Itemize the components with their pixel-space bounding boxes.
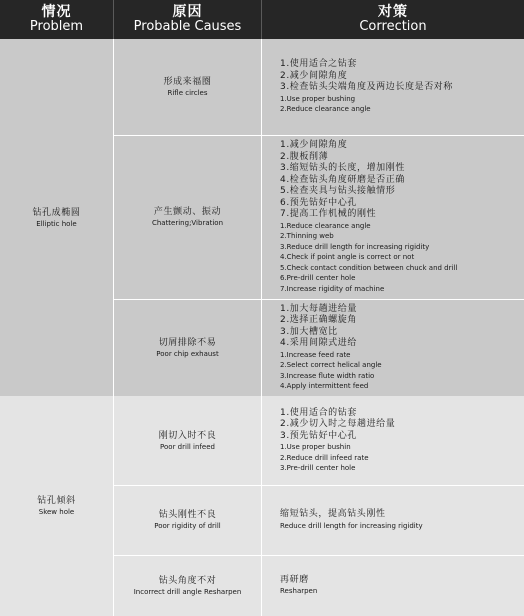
problem-group-elliptic-hole <box>0 39 524 396</box>
cause-label-en: Poor rigidity of drill <box>154 522 221 530</box>
correction-cell <box>280 135 520 299</box>
correction-zh: 3.缩短钻头的长度，增加刚性 <box>280 163 405 173</box>
correction-en: 4.Check if point angle is correct or not <box>280 253 415 261</box>
correction-zh: 再研磨 <box>280 574 309 585</box>
table-row <box>114 299 524 396</box>
cause-label-en: Poor chip exhaust <box>156 349 219 358</box>
header-correction <box>262 0 524 39</box>
header-problem <box>0 0 113 39</box>
correction-zh: 3.检查钻头尖端角度及两边长度是否对称 <box>280 82 453 93</box>
cause-label-zh: 切屑排除不易 <box>158 337 217 348</box>
header-correction-zh: 对策 <box>378 4 408 21</box>
correction-cell <box>280 299 520 396</box>
correction-zh: 2.腹板削薄 <box>280 151 329 162</box>
header-correction-en: Correction <box>359 19 427 35</box>
correction-zh: 1.使用适合的钻套 <box>280 407 357 418</box>
correction-en: 6.Pre-drill center hole <box>280 274 356 282</box>
correction-cell <box>280 555 520 616</box>
correction-zh: 5.检查夹具与钻头接触情形 <box>280 186 396 196</box>
table-row <box>114 485 524 555</box>
cause-cell <box>114 555 261 616</box>
correction-en: 7.Increase rigidity of machine <box>280 284 385 293</box>
correction-zh: 3.预先钻好中心孔 <box>280 430 357 441</box>
problem-group-skew-hole <box>0 396 524 616</box>
table-row <box>114 396 524 485</box>
correction-en: 3.Pre-drill center hole <box>280 464 356 472</box>
table-header <box>0 0 524 39</box>
correction-zh: 6.预先钻好中心孔 <box>280 197 357 208</box>
cause-cell <box>114 39 261 135</box>
problem-label-en: Elliptic hole <box>36 219 77 228</box>
problem-label-zh: 钻孔成椭圆 <box>32 207 81 218</box>
cause-label-zh: 刚切入时不良 <box>158 430 217 441</box>
correction-cell <box>280 396 520 485</box>
problem-label-zh: 钻孔倾斜 <box>37 496 76 506</box>
correction-en: 1.Use proper bushing <box>280 94 356 103</box>
header-problem-en: Problem <box>29 19 84 35</box>
correction-en: 3.Increase flute width ratio <box>280 371 375 380</box>
header-problem-zh: 情况 <box>41 4 72 21</box>
correction-en: 1.Increase feed rate <box>280 350 351 359</box>
correction-zh: 4.采用间隙式进给 <box>280 338 357 348</box>
header-causes-en: Probable Causes <box>133 19 242 35</box>
problem-cell <box>0 39 113 396</box>
correction-en: 1.Use proper bushin <box>280 443 351 451</box>
correction-zh: 缩短钻头，提高钻头刚性 <box>280 509 386 519</box>
correction-zh: 2.减少间隙角度 <box>280 70 348 81</box>
cause-label-en: Rifle circles <box>167 89 208 97</box>
cause-label-zh: 产生颤动、振动 <box>153 207 222 217</box>
table-row <box>114 555 524 616</box>
table-row <box>114 39 524 135</box>
cause-cell <box>114 135 261 299</box>
cause-label-en: Incorrect drill angle Resharpen <box>133 587 242 596</box>
correction-en: 2.Select correct helical angle <box>280 361 382 369</box>
correction-en: Reduce drill length for increasing rigidity <box>280 521 423 530</box>
correction-en: 2.Thinning web <box>280 232 334 240</box>
cause-label-en: Chattering;Vibration <box>151 219 224 227</box>
correction-en: Resharpen <box>280 587 318 595</box>
problem-label-en: Skew hole <box>38 508 75 516</box>
problem-cell <box>0 396 113 616</box>
cause-label-en: Poor drill infeed <box>160 442 215 451</box>
correction-en: 2.Reduce drill infeed rate <box>280 453 369 462</box>
correction-zh: 3.加大槽宽比 <box>280 326 338 337</box>
correction-en: 1.Reduce clearance angle <box>280 221 371 230</box>
correction-zh: 1.加大每趟进给量 <box>280 303 357 314</box>
correction-zh: 2.选择正确螺旋角 <box>280 315 357 325</box>
cause-label-zh: 钻头角度不对 <box>158 575 217 586</box>
correction-en: 4.Apply intermittent feed <box>280 382 369 390</box>
cause-label-zh: 钻头刚性不良 <box>158 510 217 520</box>
header-causes-zh: 原因 <box>172 4 203 21</box>
correction-en: 2.Reduce clearance angle <box>280 105 371 114</box>
correction-zh: 2.减少切入时之每趟进给量 <box>280 419 396 429</box>
correction-en: 3.Reduce drill length for increasing rigidity <box>280 242 430 251</box>
correction-cell <box>280 39 520 135</box>
correction-zh: 4.检查钻头角度研磨是否正确 <box>280 174 405 185</box>
cause-cell <box>114 396 261 485</box>
header-causes <box>114 0 261 39</box>
cause-cell <box>114 485 261 555</box>
correction-zh: 1.使用适合之钻套 <box>280 59 357 70</box>
cause-cell <box>114 299 261 396</box>
correction-zh: 1.减少间隙角度 <box>280 140 348 150</box>
correction-en: 5.Check contact condition between chuck and drill <box>280 263 458 272</box>
table-row <box>114 135 524 299</box>
correction-zh: 7.提高工作机械的刚性 <box>280 209 377 219</box>
cause-label-zh: 形成来福圈 <box>163 77 212 87</box>
correction-cell <box>280 485 520 555</box>
